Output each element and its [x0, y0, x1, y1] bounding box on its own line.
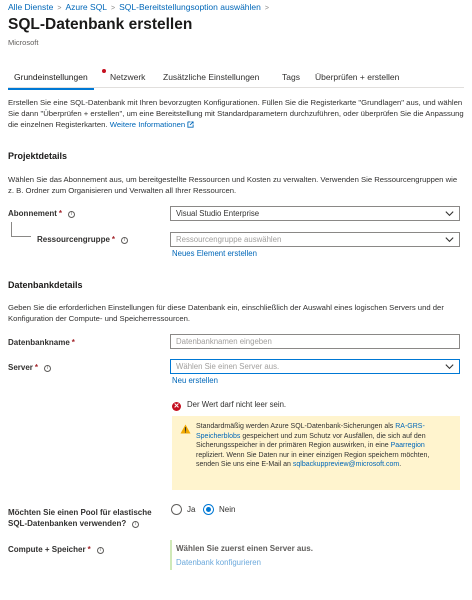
validation-error-dot [102, 69, 106, 73]
configure-database-link[interactable]: Datenbank konfigurieren [176, 558, 261, 567]
elastic-pool-yes-radio[interactable] [171, 504, 182, 515]
elastic-pool-yes-label: Ja [187, 505, 196, 514]
tab-additional-settings[interactable]: Zusätzliche Einstellungen [163, 72, 260, 82]
database-details-heading: Datenbankdetails [8, 280, 83, 290]
learn-more-link[interactable]: Weitere Informationen [109, 120, 186, 129]
info-icon[interactable]: i [121, 237, 128, 244]
compute-storage-label: Compute + Speicher * i [8, 545, 104, 554]
chevron-down-icon [444, 234, 455, 245]
intro-text: Erstellen Sie eine SQL-Datenbank mit Ihren bevorzugten Konfigurationen. Füllen Sie die Registerkarte "Grundlagen" aus, und wählen Sie dann "Überprüfen + erstellen", um eine Bereitstellung mit Standardparametern durchzuführen, oder überprüfen Sie die Anpassung die einzelnen Registerkarten. Weitere Informationen [8, 98, 464, 129]
subscription-label: Abonnement * i [8, 209, 75, 218]
elastic-pool-no-label: Nein [219, 505, 236, 514]
tab-bar [8, 64, 464, 88]
elastic-pool-no-radio[interactable] [203, 504, 214, 515]
subscription-select[interactable]: Visual Studio Enterprise [170, 206, 460, 221]
tab-basics[interactable]: Grundeinstellungen [14, 72, 88, 82]
database-name-label: Datenbankname * [8, 338, 75, 347]
tree-connector [11, 222, 31, 237]
page-title: SQL-Datenbank erstellen [8, 16, 193, 33]
create-server-link[interactable]: Neu erstellen [172, 376, 218, 385]
tab-networking[interactable]: Netzwerk [110, 72, 146, 82]
database-name-input[interactable]: Datenbanknamen eingeben [170, 334, 460, 349]
server-validation-error: ✕ Der Wert darf nicht leer sein. [173, 400, 287, 410]
error-icon: ✕ [173, 403, 180, 410]
database-details-description: Geben Sie die erforderlichen Einstellungen für diese Datenbank ein, einschließlich der Auswahl eines logischen Servers und der Konfiguration der Compute- und Speicherressourcen. [8, 303, 444, 323]
info-icon[interactable]: i [68, 211, 75, 218]
breadcrumb-link-azure-sql[interactable]: Azure SQL [65, 2, 108, 12]
breadcrumb [8, 2, 273, 12]
chevron-down-icon [444, 208, 455, 219]
chevron-right-icon: > [264, 5, 269, 12]
info-icon[interactable]: i [132, 521, 139, 528]
elastic-pool-label: Möchten Sie einen Pool für elastische SQL-Datenbanken verwenden? i [8, 508, 152, 528]
compute-storage-panel [170, 540, 460, 570]
info-icon[interactable]: i [44, 365, 51, 372]
create-resource-group-link[interactable]: Neues Element erstellen [172, 249, 257, 258]
project-details-heading: Projektdetails [8, 151, 68, 161]
breadcrumb-link-all-services[interactable]: Alle Dienste [8, 2, 54, 12]
compute-storage-note: Wählen Sie zuerst einen Server aus. [176, 544, 313, 553]
info-icon[interactable]: i [97, 547, 104, 554]
ra-grs-link[interactable]: RA-GRS-Speicherblobs [196, 423, 425, 440]
resource-group-label: Ressourcengruppe * i [37, 235, 128, 244]
chevron-right-icon: > [57, 5, 62, 12]
chevron-down-icon [444, 361, 455, 372]
external-link-icon [187, 121, 194, 128]
chevron-right-icon: > [111, 5, 116, 12]
breadcrumb-link-deployment-option[interactable]: SQL-Bereitstellungsoption auswählen [119, 2, 261, 12]
server-label: Server * i [8, 363, 51, 372]
server-select[interactable]: Wählen Sie einen Server aus. [170, 359, 460, 374]
tab-review-create[interactable]: Überprüfen + erstellen [315, 72, 400, 82]
resource-group-select[interactable]: Ressourcengruppe auswählen [170, 232, 460, 247]
tab-tags[interactable]: Tags [282, 72, 300, 82]
paired-region-link[interactable]: Paarregion [390, 442, 425, 449]
backup-email-link[interactable]: sqlbackuppreview@microsoft.com [292, 461, 400, 468]
backup-warning-text: Standardmäßig werden Azure SQL-Datenbank-Sicherungen als RA-GRS-Speicherblobs gespeichert und zum Schutz vor Ausfällen, die sich auf den Sicherungsspeicher in der primären Region auswirken, in eine Paarregion repliziert. Wenn Sie Daten nur in einer einzigen Region speichern möchten, senden Sie uns eine E-Mail an sqlbackuppreview@microsoft.com. [196, 423, 430, 468]
warning-icon [180, 424, 191, 434]
page-subtitle: Microsoft [8, 38, 39, 47]
backup-warning-box [172, 416, 460, 490]
project-details-description: Wählen Sie das Abonnement aus, um bereitgestellte Ressourcen und Kosten zu verwalten. Verwenden Sie Ressourcengruppen wie z. B. Ordner zum Organisieren und Verwalten all Ihrer Ressourcen. [8, 175, 458, 195]
